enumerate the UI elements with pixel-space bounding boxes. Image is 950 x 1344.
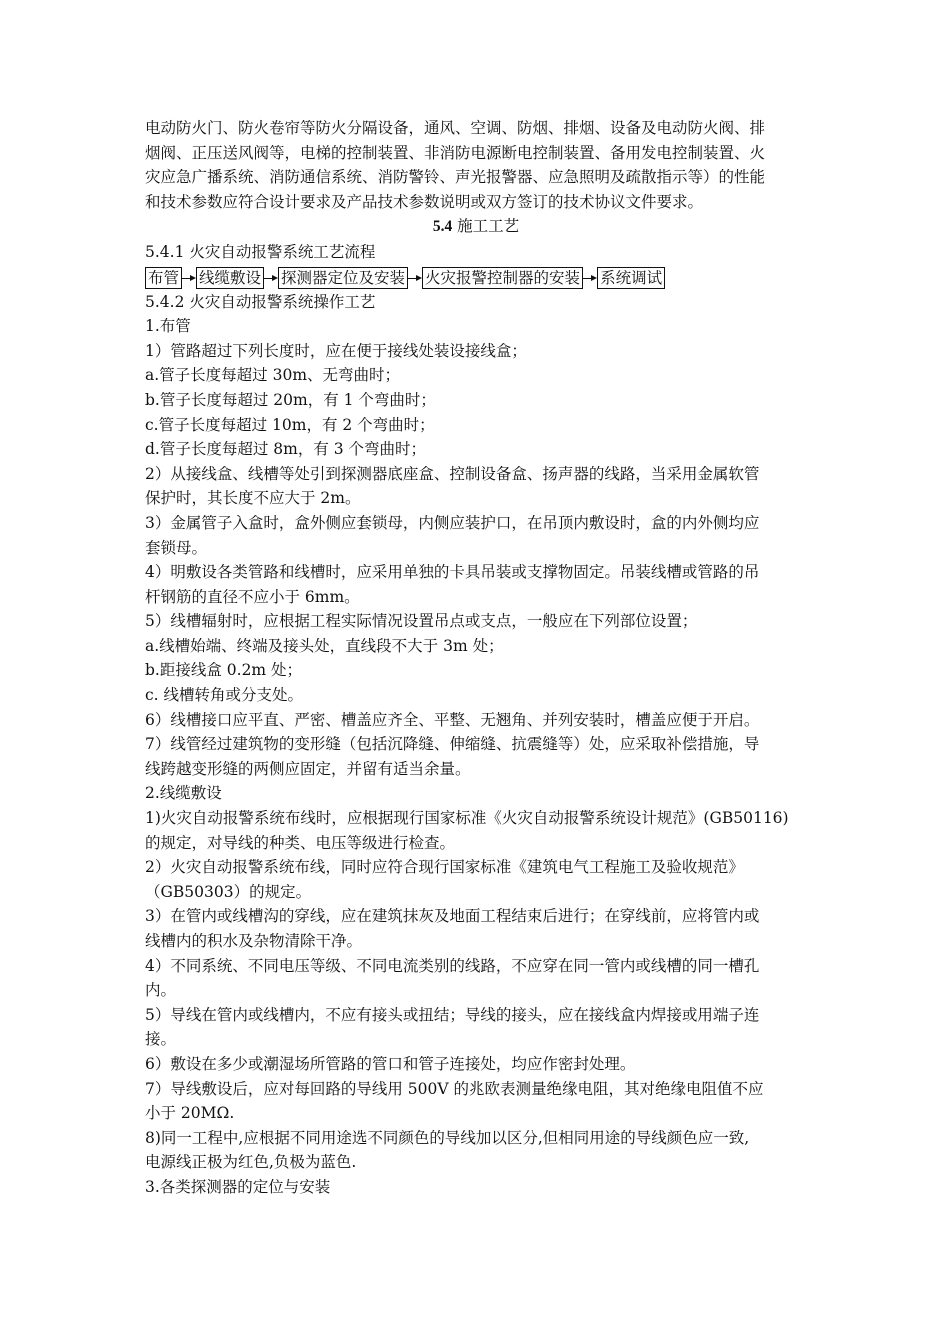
text-line: 电源线正极为红色,负极为蓝色. — [145, 1153, 357, 1172]
text-line: 6）敷设在多少或潮湿场所管路的管口和管子连接处，均应作密封处理。 — [145, 1054, 636, 1073]
flow-step: 线缆敷设 — [196, 267, 264, 289]
arrow-icon — [264, 268, 278, 288]
text-line: 2）火灾自动报警系统布线，同时应符合现行国家标准《建筑电气工程施工及验收规范》 — [145, 858, 744, 877]
list-item — [145, 388, 807, 413]
text-line: 灾应急广播系统、消防通信系统、消防警铃、声光报警器、应急照明及疏散指示等）的性能 — [145, 168, 766, 187]
text-line: d.管子长度每超过 8m，有 3 个弯曲时； — [145, 440, 427, 459]
text-line: 8)同一工程中,应根据不同用途选不同颜色的导线加以区分,但相同用途的导线颜色应一致, — [145, 1128, 750, 1147]
section-number: 5.4 — [432, 218, 453, 236]
list-item — [145, 1003, 807, 1052]
text-line: 的规定，对导线的种类、电压等级进行检查。 — [145, 833, 456, 852]
intro-paragraph — [145, 116, 807, 214]
subsection-heading: 5.4.2 火灾自动报警系统操作工艺 — [145, 292, 376, 311]
text-line: 7）线管经过建筑物的变形缝（包括沉降缝、伸缩缝、抗震缝等）处，应采取补偿措施，导 — [145, 735, 760, 754]
list-item — [145, 437, 807, 462]
text-line: 接。 — [145, 1030, 177, 1049]
text-line: 保护时，其长度不应大于 2m。 — [145, 489, 361, 508]
text-line: 3）在管内或线槽沟的穿线，应在建筑抹灰及地面工程结束后进行；在穿线前，应将管内或 — [145, 907, 760, 926]
list-item — [145, 954, 807, 1003]
list-item — [145, 1126, 807, 1175]
text-line: b.距接线盒 0.2m 处； — [145, 661, 303, 680]
subsection-heading: 5.4.1 火灾自动报警系统工艺流程 — [145, 242, 376, 261]
text-line: 电动防火门、防火卷帘等防火分隔设备，通风、空调、防烟、排烟、设备及电动防火阀、排 — [145, 119, 766, 137]
list-item — [145, 511, 807, 560]
list-item — [145, 1052, 807, 1077]
list-item — [145, 708, 807, 733]
list-item — [145, 634, 807, 659]
document-page — [145, 116, 807, 1200]
section-title: 施工工艺 — [457, 217, 520, 236]
item-heading: 1.布管 — [145, 317, 191, 336]
text-line: 1）管路超过下列长度时，应在便于接线处装设接线盒； — [145, 341, 527, 360]
flow-step: 系统调试 — [597, 267, 665, 289]
item-heading: 2.线缆敷设 — [145, 784, 222, 803]
text-line: b.管子长度每超过 20m，有 1 个弯曲时； — [145, 390, 436, 409]
list-item — [145, 1077, 807, 1126]
text-line: 3）金属管子入盒时，盒外侧应套锁母，内侧应装护口，在吊顶内敷设时，盒的内外侧均应 — [145, 513, 760, 532]
pipe-laying-list — [145, 339, 807, 782]
list-item — [145, 683, 807, 708]
text-line: 套锁母。 — [145, 538, 208, 557]
item-heading: 3.各类探测器的定位与安装 — [145, 1177, 331, 1196]
flow-step: 火灾报警控制器的安装 — [422, 267, 583, 289]
list-item — [145, 609, 807, 634]
text-line: 2）从接线盒、线槽等处引到探测器底座盒、控制设备盒、扬声器的线路，当采用金属软管 — [145, 464, 760, 483]
text-line: 烟阀、正压送风阀等，电梯的控制装置、非消防电源断电控制装置、备用发电控制装置、火 — [145, 143, 766, 162]
text-line: 4）不同系统、不同电压等级、不同电流类别的线路，不应穿在同一管内或线槽的同一槽孔 — [145, 956, 760, 975]
list-item — [145, 658, 807, 683]
list-item — [145, 806, 807, 855]
list-item — [145, 363, 807, 388]
text-line: 6）线槽接口应平直、严密、槽盖应齐全、平整、无翘角、并列安装时，槽盖应便于开启。 — [145, 710, 760, 729]
list-item — [145, 732, 807, 781]
section-heading — [145, 214, 807, 240]
list-item — [145, 904, 807, 953]
text-line: 5）导线在管内或线槽内，不应有接头或扭结；导线的接头，应在接线盒内焊接或用端子连 — [145, 1005, 760, 1024]
text-line: 线跨越变形缝的两侧应固定，并留有适当余量。 — [145, 759, 471, 778]
list-item — [145, 339, 807, 364]
arrow-icon — [583, 268, 597, 288]
text-line: 线槽内的积水及杂物清除干净。 — [145, 932, 363, 950]
text-line: a.管子长度每超过 30m、无弯曲时； — [145, 366, 401, 385]
flow-step: 探测器定位及安装 — [278, 267, 408, 289]
text-line: 5）线槽辐射时，应根据工程实际情况设置吊点或支点，一般应在下列部位设置； — [145, 612, 698, 631]
text-line: （GB50303）的规定。 — [145, 882, 312, 901]
cable-laying-list — [145, 806, 807, 1175]
text-line: 1)火灾自动报警系统布线时，应根据现行国家标准《火灾自动报警系统设计规范》(GB50116) — [145, 809, 789, 828]
text-line: 和技术参数应符合设计要求及产品技术参数说明或双方签订的技术协议文件要求。 — [145, 192, 704, 211]
text-line: 小于 20MΩ. — [145, 1104, 235, 1123]
text-line: 内。 — [145, 981, 177, 1000]
list-item — [145, 855, 807, 904]
text-line: c.管子长度每超过 10m，有 2 个弯曲时； — [145, 415, 435, 434]
list-item — [145, 560, 807, 609]
text-line: c. 线槽转角或分支处。 — [145, 686, 304, 705]
list-item — [145, 413, 807, 438]
text-line: a.线槽始端、终端及接头处，直线段不大于 3m 处； — [145, 636, 504, 655]
text-line: 7）导线敷设后，应对每回路的导线用 500V 的兆欧表测量绝缘电阻，其对绝缘电阻值不应 — [145, 1079, 764, 1098]
list-item — [145, 462, 807, 511]
arrow-icon — [408, 268, 422, 288]
process-flow — [145, 266, 807, 290]
text-line: 杆钢筋的直径不应小于 6mm。 — [145, 587, 360, 606]
arrow-icon — [182, 268, 196, 288]
text-line: 4）明敷设各类管路和线槽时，应采用单独的卡具吊装或支撑物固定。吊装线槽或管路的吊 — [145, 563, 760, 582]
flow-step: 布管 — [145, 267, 182, 289]
